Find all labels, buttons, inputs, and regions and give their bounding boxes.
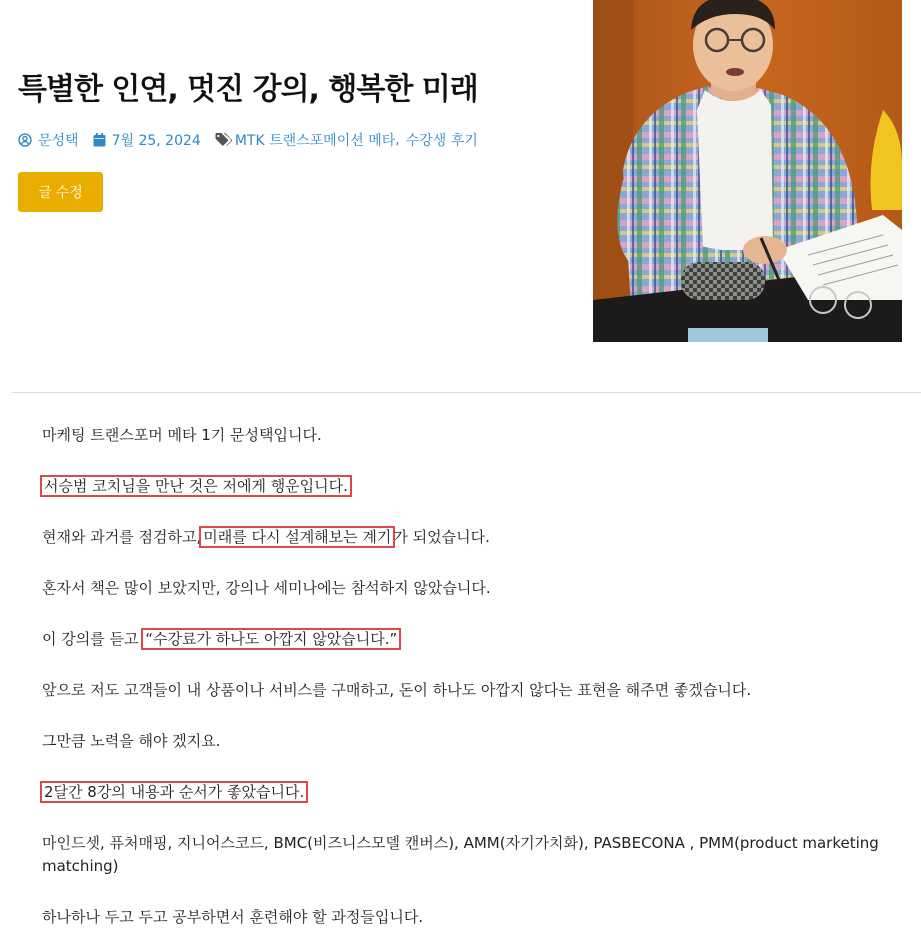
calendar-icon [93,133,106,147]
paragraph-books: 혼자서 책은 많이 보았지만, 강의나 세미나에는 참석하지 않았습니다. [42,579,491,597]
paragraph-intro: 마케팅 트랜스포머 메타 1기 문성택입니다. [42,426,322,444]
user-circle-icon [18,133,32,147]
content-divider [12,392,921,393]
paragraph-practice: 하나하나 두고 두고 공부하면서 훈련해야 할 과정들입니다. [42,908,424,926]
highlighted-text: 서승범 코치님을 만난 것은 저에게 행운입니다. [44,477,348,495]
edit-post-button[interactable]: 글 수정 [18,172,103,212]
paragraph-text: 현재와 과거를 점검하고, [42,528,202,546]
categories-meta [215,130,478,150]
post-title: 특별한 인연, 멋진 강의, 행복한 미래 [18,72,478,107]
category-link-mtk[interactable]: MTK 트랜스포메이션 메타 [234,133,396,149]
paragraph-luck [42,475,350,498]
featured-photo [593,0,902,342]
paragraph-effort: 그만큼 노력을 해야 겠지요. [42,732,221,750]
highlighted-text: 2달간 8강의 내용과 순서가 좋았습니다. [44,783,305,801]
author-link[interactable]: 문성택 [38,133,79,149]
paragraph-curriculum [42,781,306,804]
paragraph-redesign [42,526,490,549]
paragraph-text: 가 되었습니다. [393,528,490,546]
category-link-review[interactable]: 수강생 후기 [405,133,478,149]
highlighted-text: “수강료가 하나도 아깝지 않았습니다.” [145,630,398,648]
date-meta [93,130,201,150]
highlighted-text: 미래를 다시 설계해보는 계기 [203,528,392,546]
post-date[interactable]: 7월 25, 2024 [111,133,201,149]
paragraph-tuition [42,628,399,651]
paragraph-customers: 앞으로 저도 고객들이 내 상품이나 서비스를 구매하고, 돈이 하나도 아깝지 않다는 표현을 해주면 좋겠습니다. [42,681,752,699]
tags-icon [215,133,233,147]
paragraph-topics: 마인드셋, 퓨처매핑, 지니어스코드, BMC(비즈니스모델 캔버스), AMM(자기가치화), PASBECONA , PMM(product marketing matching) [42,834,879,875]
category-separator: , [395,132,400,148]
paragraph-text: 이 강의를 듣고 [42,630,139,648]
post-meta [18,130,478,150]
author-meta [18,130,79,150]
